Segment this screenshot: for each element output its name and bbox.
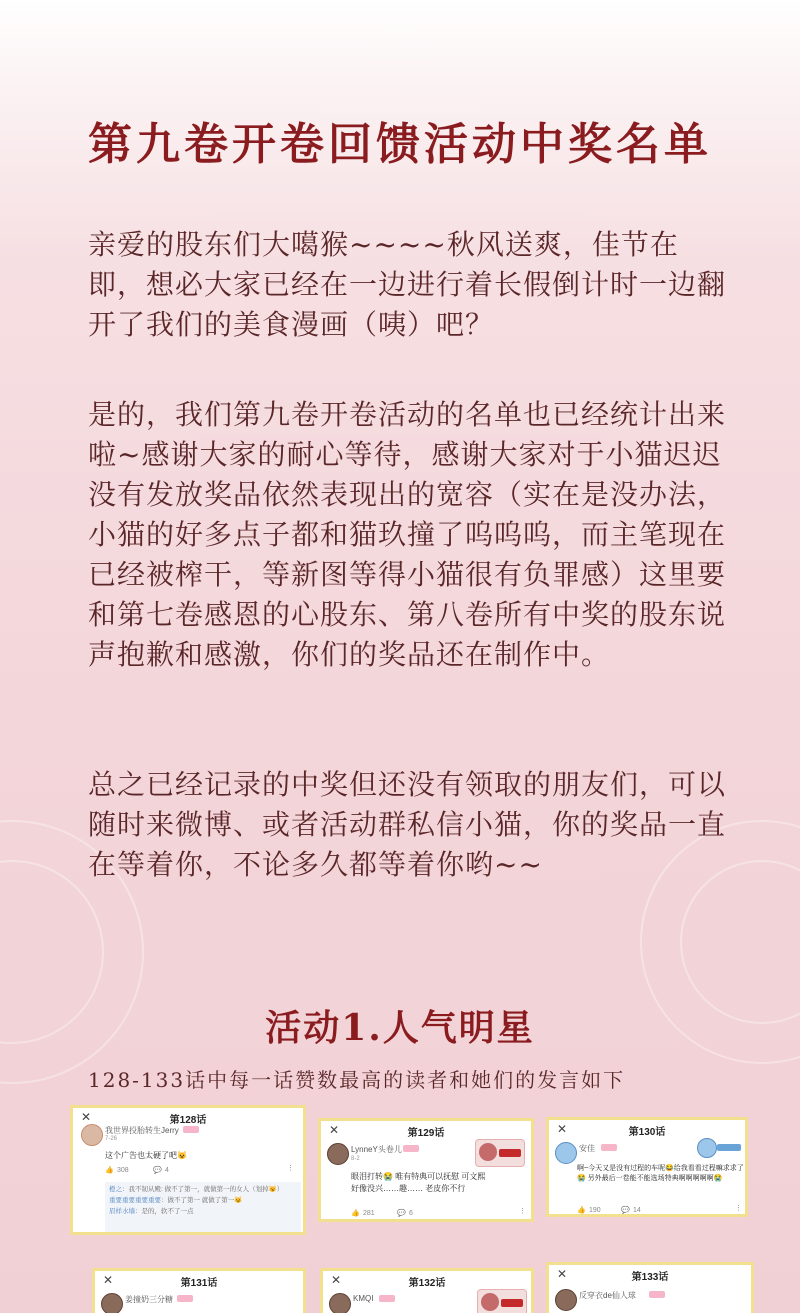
like-count: 308 bbox=[117, 1167, 129, 1174]
fan-badge-sticker bbox=[477, 1289, 527, 1313]
comment-card bbox=[546, 1117, 748, 1217]
close-icon[interactable]: ✕ bbox=[331, 1273, 342, 1287]
username: KMQI bbox=[353, 1294, 374, 1303]
close-icon[interactable]: ✕ bbox=[557, 1122, 568, 1136]
close-icon[interactable]: ✕ bbox=[557, 1267, 568, 1281]
chapter-label: 第133话 bbox=[631, 1272, 669, 1283]
username: 姜撞奶三分糖 bbox=[125, 1295, 173, 1304]
page-title: 第九卷开卷回馈活动中奖名单 bbox=[88, 119, 712, 170]
comment-card bbox=[320, 1268, 534, 1313]
like-count: 281 bbox=[363, 1210, 375, 1217]
comment-icon[interactable]: 💬 bbox=[621, 1207, 630, 1214]
level-badge bbox=[601, 1144, 617, 1151]
avatar bbox=[555, 1289, 577, 1311]
section-title: 活动1.人气明星 bbox=[265, 1007, 535, 1049]
username: 反穿衣de仙人球 bbox=[579, 1291, 636, 1300]
thumbs-up-icon[interactable]: 👍 bbox=[577, 1207, 586, 1214]
comment-icon[interactable]: 💬 bbox=[153, 1167, 162, 1174]
thumbs-up-icon[interactable]: 👍 bbox=[105, 1167, 114, 1174]
comment-card bbox=[318, 1118, 534, 1222]
comment-card bbox=[92, 1268, 306, 1313]
reply-item: 眉样水墙：是的，软不了一点 bbox=[109, 1208, 194, 1215]
comment-date: 7-26 bbox=[105, 1136, 118, 1142]
username: LynneY头卷儿 bbox=[351, 1145, 402, 1154]
sticker-tag bbox=[717, 1144, 741, 1151]
chapter-label: 第129话 bbox=[407, 1128, 445, 1139]
comment-card bbox=[546, 1262, 754, 1313]
announcement-paragraph: 是的，我们第九卷开卷活动的名单也已经统计出来啦~感谢大家的耐心等待，感谢大家对于小猫迟迟没有发放奖品依然表现出的宽容（实在是没办法，小猫的好多点子都和猫玖撞了呜呜呜，而主笔现在已经被榨干，等新图等得小猫很有负罪感）这里要和第七卷感恩的心股东、第八卷所有中奖的股东说声抱歉和感激，你们的奖品还在制作中。 bbox=[88, 398, 727, 671]
intro-paragraph: 亲爱的股东们大噶猴~~~~秋风送爽，佳节在即，想必大家已经在一边进行着长假倒计时一边翻开了我们的美食漫画（咦）吧？ bbox=[88, 228, 727, 341]
comment-text: 啊~今天又是没有过程的车呢😂给我看看过程嘛求求了😭 另外最后一卷能不能选场特典啊啊啊啊啊😭 bbox=[577, 1165, 744, 1182]
avatar bbox=[329, 1293, 351, 1313]
fan-badge-sticker bbox=[475, 1139, 525, 1167]
avatar bbox=[101, 1293, 123, 1313]
comment-text: 眼泪打转😭 唯有特典可以抚慰 可文熙好像没兴……趣…… 老皮你不行 bbox=[351, 1172, 486, 1193]
avatar bbox=[327, 1143, 349, 1165]
close-icon[interactable]: ✕ bbox=[329, 1123, 340, 1137]
comment-count: 4 bbox=[165, 1167, 169, 1174]
username: 我世界投胎转生Jerry bbox=[105, 1126, 179, 1135]
chapter-label: 第130话 bbox=[628, 1127, 666, 1138]
thumbs-up-icon[interactable]: 👍 bbox=[351, 1210, 360, 1217]
comment-count: 6 bbox=[409, 1210, 413, 1217]
section-subtitle: 128-133话中每一话赞数最高的读者和她们的发言如下 bbox=[88, 1068, 626, 1092]
avatar bbox=[555, 1142, 577, 1164]
reply-item: 重要重要重要重要：做不了第一 就做了第一😼 bbox=[109, 1197, 243, 1204]
level-badge bbox=[183, 1126, 199, 1133]
claim-paragraph: 总之已经记录的中奖但还没有领取的朋友们，可以随时来微博、或者活动群私信小猫，你的奖品一直在等着你，不论多久都等着你哟~~ bbox=[88, 768, 727, 881]
level-badge bbox=[177, 1295, 193, 1302]
reply-item: 橙之：我不韧从殿: 做不了第一，就做第一的女人（划掉😼） bbox=[109, 1186, 284, 1193]
comment-date: 8-2 bbox=[351, 1156, 360, 1162]
close-icon[interactable]: ✕ bbox=[81, 1110, 92, 1124]
reply-list bbox=[105, 1182, 301, 1232]
more-icon[interactable]: ⋮ bbox=[735, 1205, 742, 1212]
avatar bbox=[81, 1124, 103, 1146]
level-badge bbox=[379, 1295, 395, 1302]
sticker-avatar bbox=[697, 1138, 717, 1158]
comment-count: 14 bbox=[633, 1207, 641, 1214]
close-icon[interactable]: ✕ bbox=[103, 1273, 114, 1287]
level-badge bbox=[403, 1145, 419, 1152]
level-badge bbox=[649, 1291, 665, 1298]
chapter-label: 第132话 bbox=[408, 1278, 446, 1289]
username: 安佳 bbox=[579, 1144, 595, 1153]
comment-icon[interactable]: 💬 bbox=[397, 1210, 406, 1217]
chapter-label: 第128话 bbox=[169, 1115, 207, 1126]
more-icon[interactable]: ⋮ bbox=[287, 1165, 294, 1172]
comment-text: 这个广告也太硬了吧😺 bbox=[105, 1151, 187, 1160]
more-icon[interactable]: ⋮ bbox=[519, 1208, 526, 1215]
chapter-label: 第131话 bbox=[180, 1278, 218, 1289]
comment-card bbox=[70, 1105, 306, 1235]
like-count: 190 bbox=[589, 1207, 601, 1214]
